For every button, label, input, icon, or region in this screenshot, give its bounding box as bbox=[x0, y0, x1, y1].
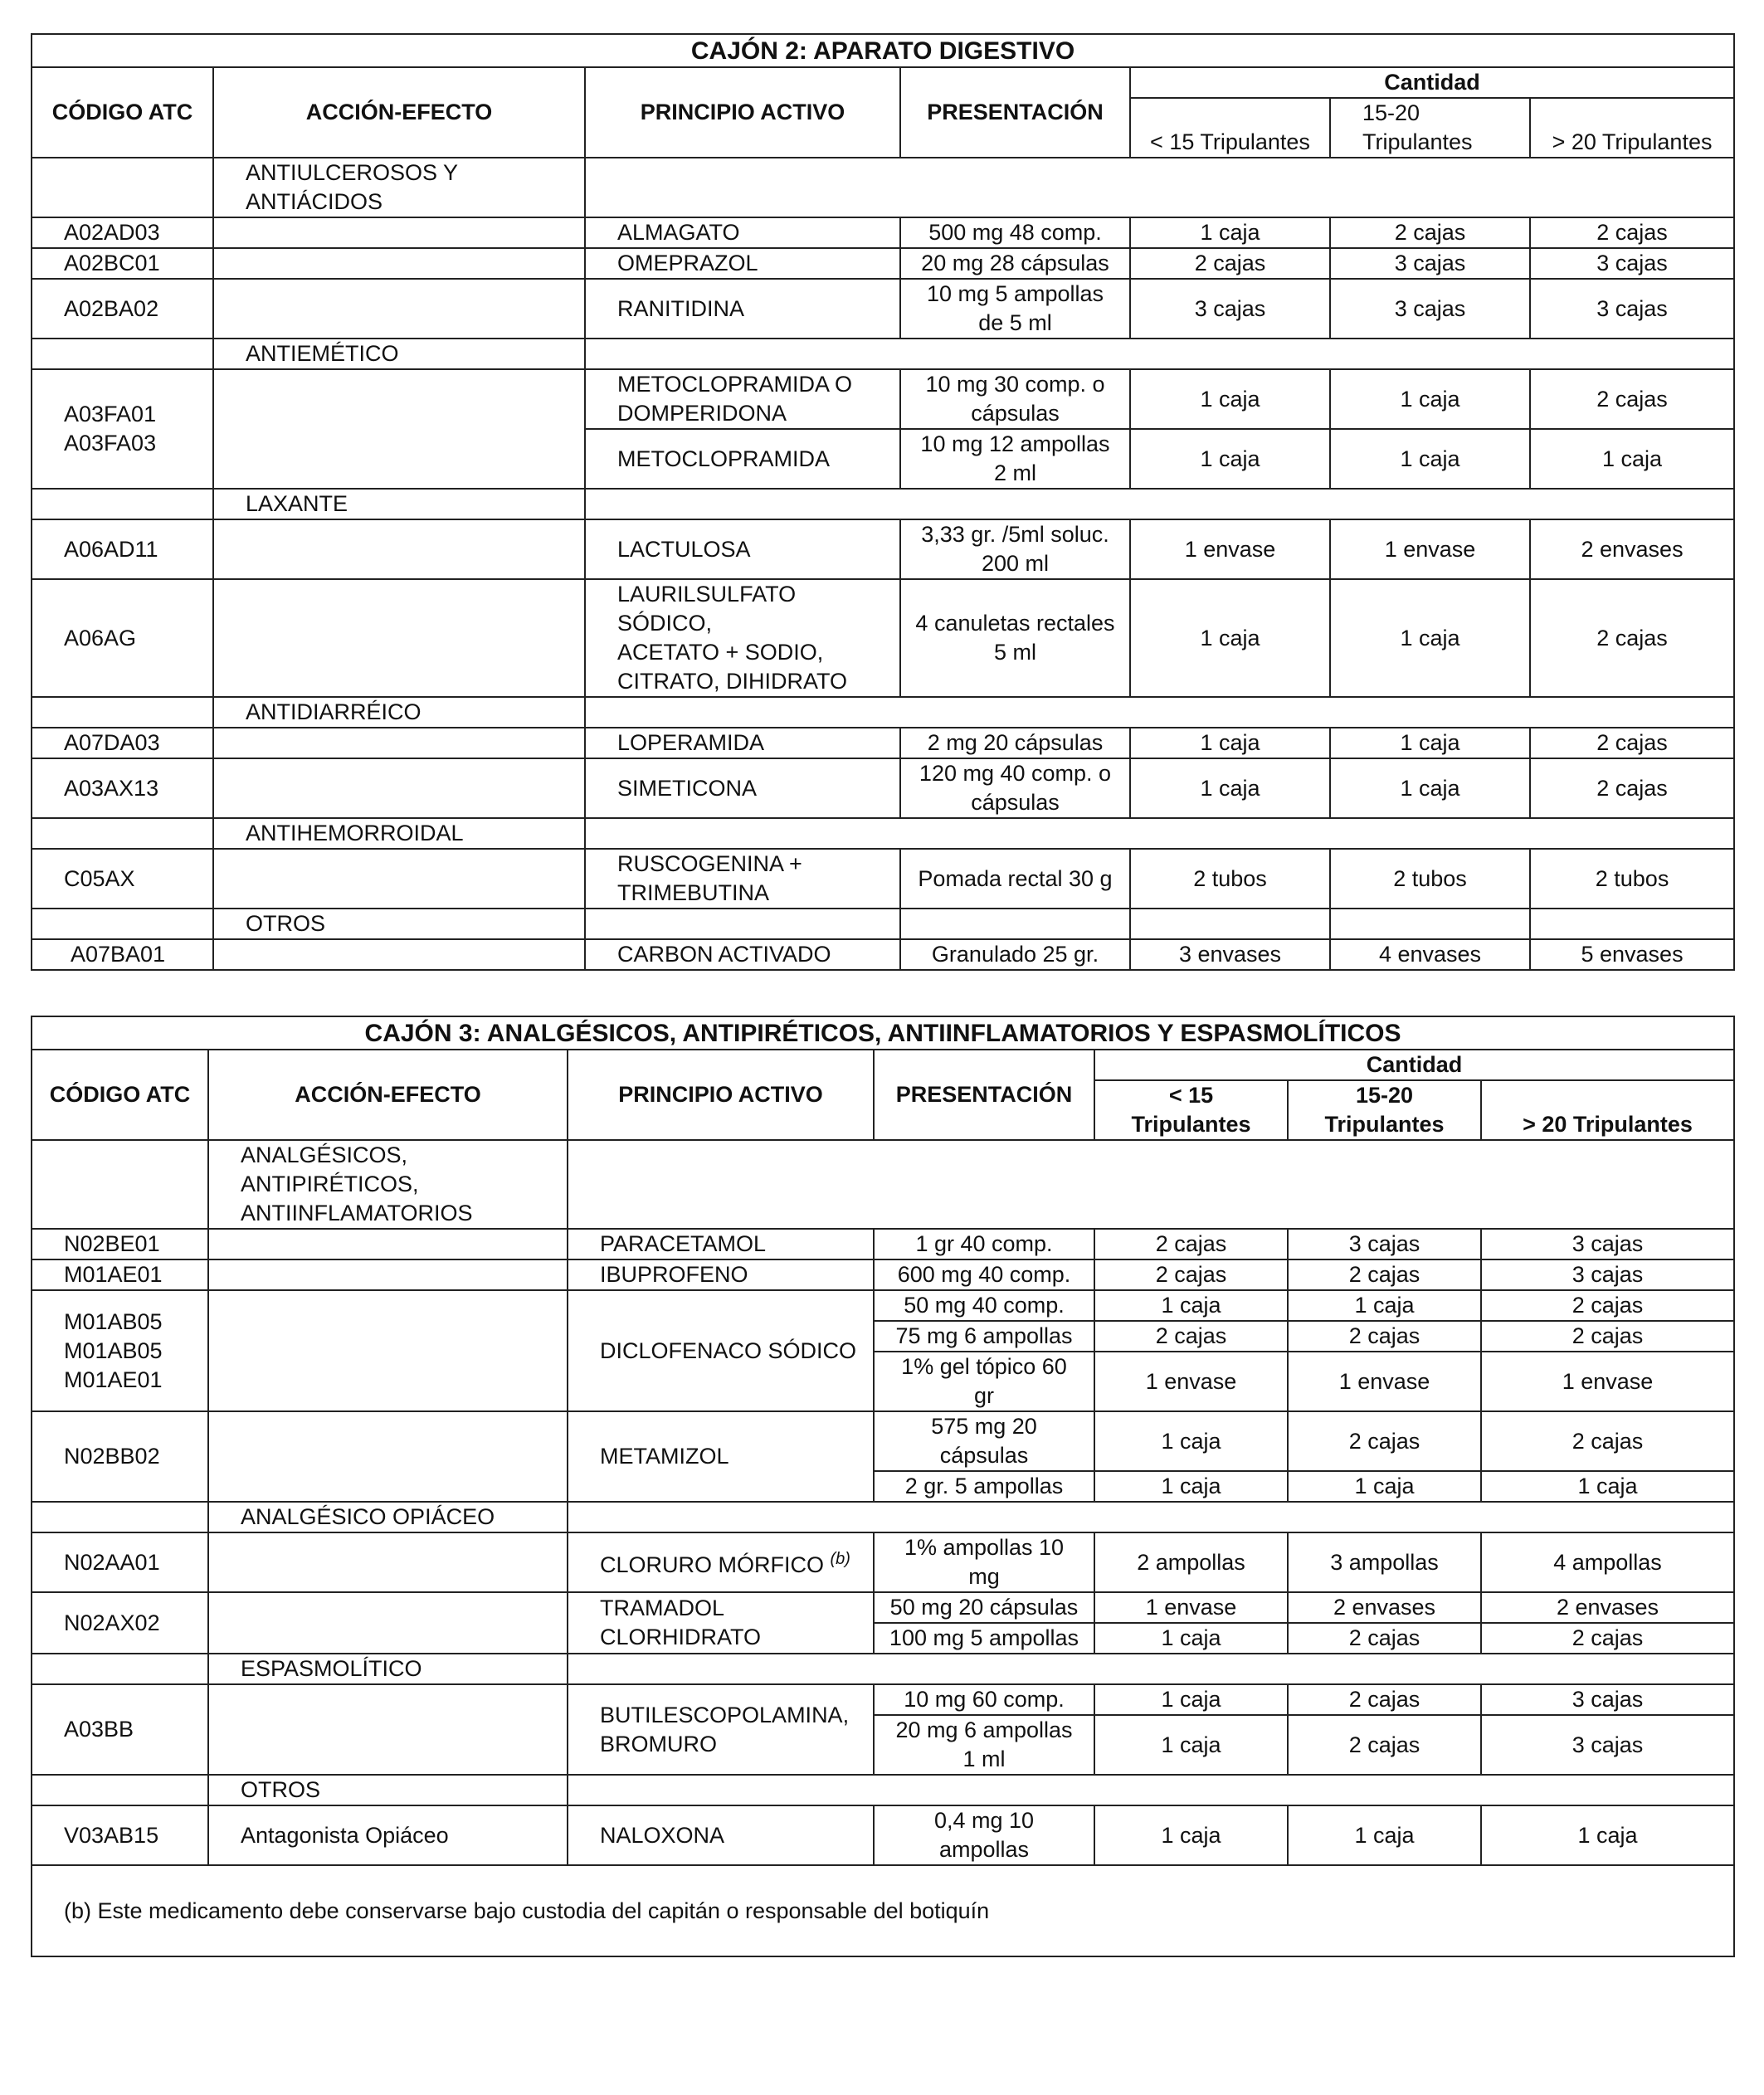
table-row bbox=[32, 248, 1734, 279]
table-cell bbox=[208, 1290, 568, 1411]
presentacion: 50 mg 20 cápsulas bbox=[874, 1592, 1094, 1623]
table-cell bbox=[213, 849, 585, 909]
qty-15-20: 2 cajas bbox=[1288, 1259, 1481, 1290]
qty-gt20: 2 cajas bbox=[1530, 728, 1734, 758]
qty-15-20: 1 caja bbox=[1330, 758, 1530, 818]
qty-gt20: 2 cajas bbox=[1530, 579, 1734, 697]
qty-15-20: 2 cajas bbox=[1330, 217, 1530, 248]
cajon3-title: CAJÓN 3: ANALGÉSICOS, ANTIPIRÉTICOS, ANTIINFLAMATORIOS Y ESPASMOLÍTICOS bbox=[32, 1016, 1734, 1050]
cell-text-line: CLORHIDRATO bbox=[600, 1625, 762, 1649]
cajon2-table bbox=[31, 33, 1735, 971]
principio-activo: OMEPRAZOL bbox=[585, 248, 900, 279]
footnote: (b) Este medicamento debe conservarse bajo custodia del capitán o responsable del botiquín bbox=[32, 1865, 1734, 1956]
qty-lt15: 2 cajas bbox=[1094, 1229, 1288, 1259]
principio-activo bbox=[568, 1684, 874, 1775]
cajon3-table bbox=[31, 1016, 1735, 1957]
cell-text-line: 3,33 gr. /5ml soluc. bbox=[921, 522, 1109, 547]
principio-activo: NALOXONA bbox=[568, 1805, 874, 1865]
cell-text-line: TRIMEBUTINA bbox=[617, 880, 770, 905]
group-label: ANTIEMÉTICO bbox=[213, 339, 585, 369]
table-row bbox=[32, 369, 1734, 429]
cell-text-line: mg bbox=[968, 1564, 1000, 1589]
qty-15-20: 3 cajas bbox=[1330, 248, 1530, 279]
cell-text-line: 10 mg 30 comp. o bbox=[925, 372, 1105, 397]
group-label: ANTIDIARRÉICO bbox=[213, 697, 585, 728]
col-presentacion-header: PRESENTACIÓN bbox=[900, 67, 1130, 158]
qty-gt20: 1 envase bbox=[1481, 1352, 1734, 1411]
qty-lt15: 1 envase bbox=[1094, 1352, 1288, 1411]
principio-activo: IBUPROFENO bbox=[568, 1259, 874, 1290]
cell-text-line: DOMPERIDONA bbox=[617, 401, 787, 426]
table-row bbox=[32, 1592, 1734, 1623]
group-row bbox=[32, 697, 1734, 728]
cell-text-line: 10 mg 5 ampollas bbox=[926, 281, 1104, 306]
group-row bbox=[32, 1502, 1734, 1532]
table-cell bbox=[213, 248, 585, 279]
cell-text-line: M01AE01 bbox=[64, 1367, 163, 1392]
group-row bbox=[32, 489, 1734, 519]
col-q3-header: > 20 Tripulantes bbox=[1530, 98, 1734, 158]
table-row bbox=[32, 217, 1734, 248]
presentacion bbox=[874, 1715, 1094, 1775]
qty-lt15: 1 caja bbox=[1094, 1411, 1288, 1471]
qty-lt15: 2 cajas bbox=[1130, 248, 1330, 279]
qty-gt20: 2 cajas bbox=[1481, 1290, 1734, 1321]
cell-text-line: 200 ml bbox=[981, 551, 1050, 576]
atc-code: A07BA01 bbox=[32, 939, 213, 970]
qty-15-20: 1 caja bbox=[1288, 1471, 1481, 1502]
table-cell bbox=[585, 818, 1734, 849]
table-row bbox=[32, 519, 1734, 579]
table-cell bbox=[208, 1532, 568, 1592]
table-cell bbox=[32, 339, 213, 369]
atc-code: A06AG bbox=[32, 579, 213, 697]
table-row bbox=[32, 279, 1734, 339]
cell-text-line: 4 canuletas rectales bbox=[915, 611, 1115, 636]
group-row bbox=[32, 1775, 1734, 1805]
principio-activo: SIMETICONA bbox=[585, 758, 900, 818]
qty-lt15: 1 caja bbox=[1094, 1715, 1288, 1775]
qty-lt15: 1 caja bbox=[1130, 369, 1330, 429]
group-row bbox=[32, 1140, 1734, 1229]
atc-code: A02BA02 bbox=[32, 279, 213, 339]
cell-text-line: CITRATO, DIHIDRATO bbox=[617, 669, 848, 694]
qty-gt20: 3 cajas bbox=[1530, 248, 1734, 279]
atc-code: A03BB bbox=[32, 1684, 208, 1775]
cell-text-line: cápsulas bbox=[939, 1443, 1029, 1468]
group-row bbox=[32, 339, 1734, 369]
cell-text-line: < 15 bbox=[1168, 1083, 1214, 1108]
qty-15-20: 3 ampollas bbox=[1288, 1532, 1481, 1592]
qty-gt20: 2 cajas bbox=[1530, 369, 1734, 429]
table-cell bbox=[585, 909, 900, 939]
qty-lt15: 1 caja bbox=[1094, 1290, 1288, 1321]
qty-lt15: 2 cajas bbox=[1094, 1321, 1288, 1352]
table-cell bbox=[32, 489, 213, 519]
cell-text-line: Tripulantes bbox=[1362, 129, 1473, 154]
presentacion bbox=[900, 429, 1130, 489]
table-cell bbox=[568, 1775, 1734, 1805]
qty-15-20: 3 cajas bbox=[1330, 279, 1530, 339]
table-cell bbox=[585, 489, 1734, 519]
table-row bbox=[32, 1229, 1734, 1259]
principio-activo: CARBON ACTIVADO bbox=[585, 939, 900, 970]
col-q1-header: < 15 Tripulantes bbox=[1130, 98, 1330, 158]
table-row bbox=[32, 939, 1734, 970]
table-cell bbox=[208, 1411, 568, 1502]
table-cell bbox=[585, 697, 1734, 728]
table-cell bbox=[213, 758, 585, 818]
table-cell bbox=[213, 579, 585, 697]
group-label: ESPASMOLÍTICO bbox=[208, 1654, 568, 1684]
group-label: OTROS bbox=[213, 909, 585, 939]
presentacion bbox=[900, 758, 1130, 818]
qty-lt15: 2 tubos bbox=[1130, 849, 1330, 909]
col-presentacion-header: PRESENTACIÓN bbox=[874, 1050, 1094, 1140]
qty-gt20: 2 tubos bbox=[1530, 849, 1734, 909]
cell-text-line: de 5 ml bbox=[978, 310, 1052, 335]
cell-text-line: Tripulantes bbox=[1131, 1112, 1251, 1137]
presentacion: Pomada rectal 30 g bbox=[900, 849, 1130, 909]
qty-lt15: 2 cajas bbox=[1094, 1259, 1288, 1290]
group-row bbox=[32, 1654, 1734, 1684]
table-row bbox=[32, 1805, 1734, 1865]
table-cell bbox=[208, 1592, 568, 1654]
qty-gt20: 4 ampollas bbox=[1481, 1532, 1734, 1592]
table-row bbox=[32, 728, 1734, 758]
presentacion: 2 gr. 5 ampollas bbox=[874, 1471, 1094, 1502]
qty-15-20: 4 envases bbox=[1330, 939, 1530, 970]
qty-15-20: 2 cajas bbox=[1288, 1321, 1481, 1352]
col-q3-header: > 20 Tripulantes bbox=[1481, 1080, 1734, 1140]
presentacion bbox=[874, 1532, 1094, 1592]
cell-text-line: BUTILESCOPOLAMINA, bbox=[600, 1702, 850, 1727]
qty-15-20: 1 caja bbox=[1288, 1805, 1481, 1865]
table-cell bbox=[208, 1259, 568, 1290]
col-cantidad-header: Cantidad bbox=[1130, 67, 1734, 98]
atc-code: A06AD11 bbox=[32, 519, 213, 579]
cell-text-line: 15-20 bbox=[1355, 1083, 1414, 1108]
cell-text-line: 120 mg 40 comp. o bbox=[919, 761, 1112, 786]
table-cell bbox=[213, 728, 585, 758]
table-cell bbox=[208, 1229, 568, 1259]
cajon2-title: CAJÓN 2: APARATO DIGESTIVO bbox=[32, 34, 1734, 67]
qty-gt20: 2 cajas bbox=[1481, 1321, 1734, 1352]
qty-15-20: 1 caja bbox=[1288, 1290, 1481, 1321]
cell-text-line: TRAMADOL bbox=[600, 1596, 725, 1620]
qty-lt15: 1 envase bbox=[1130, 519, 1330, 579]
table-cell bbox=[32, 697, 213, 728]
atc-code: N02AX02 bbox=[32, 1592, 208, 1654]
cell-text-line: M01AB05 bbox=[64, 1308, 163, 1334]
table-row bbox=[32, 1684, 1734, 1715]
qty-gt20: 2 envases bbox=[1530, 519, 1734, 579]
page bbox=[31, 33, 1733, 1957]
presentacion: 50 mg 40 comp. bbox=[874, 1290, 1094, 1321]
presentacion bbox=[900, 579, 1130, 697]
atc-code: A02BC01 bbox=[32, 248, 213, 279]
qty-15-20: 2 cajas bbox=[1288, 1684, 1481, 1715]
qty-15-20: 2 cajas bbox=[1288, 1623, 1481, 1654]
table-cell bbox=[213, 519, 585, 579]
atc-code: M01AE01 bbox=[32, 1259, 208, 1290]
principio-activo: RANITIDINA bbox=[585, 279, 900, 339]
qty-lt15: 1 caja bbox=[1130, 579, 1330, 697]
presentacion: Granulado 25 gr. bbox=[900, 939, 1130, 970]
cell-text-line: ANALGÉSICOS, bbox=[241, 1143, 408, 1167]
cell-text-line: METOCLOPRAMIDA O bbox=[617, 372, 853, 397]
cell-text-line: 2 ml bbox=[993, 460, 1036, 485]
table-cell bbox=[32, 909, 213, 939]
cell-text-line: 20 mg 6 ampollas bbox=[895, 1717, 1073, 1742]
qty-15-20: 3 cajas bbox=[1288, 1229, 1481, 1259]
table-cell bbox=[32, 1502, 208, 1532]
table-row bbox=[32, 579, 1734, 697]
qty-15-20: 1 caja bbox=[1330, 579, 1530, 697]
qty-15-20: 2 envases bbox=[1288, 1592, 1481, 1623]
cell-text-line: ANTIULCEROSOS Y bbox=[246, 160, 459, 185]
atc-code: N02AA01 bbox=[32, 1532, 208, 1592]
table-row bbox=[32, 1532, 1734, 1592]
footnote-marker: (b) bbox=[830, 1550, 850, 1568]
atc-code: A03AX13 bbox=[32, 758, 213, 818]
qty-lt15: 1 caja bbox=[1094, 1471, 1288, 1502]
table-cell bbox=[568, 1654, 1734, 1684]
qty-15-20: 1 caja bbox=[1330, 369, 1530, 429]
table-cell bbox=[1330, 909, 1530, 939]
principio-activo bbox=[568, 1592, 874, 1654]
presentacion: 75 mg 6 ampollas bbox=[874, 1321, 1094, 1352]
col-principio-header: PRINCIPIO ACTIVO bbox=[568, 1050, 874, 1140]
principio-activo: PARACETAMOL bbox=[568, 1229, 874, 1259]
qty-gt20: 3 cajas bbox=[1481, 1684, 1734, 1715]
principio-activo bbox=[585, 369, 900, 429]
qty-15-20: 1 envase bbox=[1288, 1352, 1481, 1411]
principio-activo: ALMAGATO bbox=[585, 217, 900, 248]
table-row bbox=[32, 1290, 1734, 1321]
cell-text-line: gr bbox=[973, 1383, 994, 1408]
group-label: LAXANTE bbox=[213, 489, 585, 519]
qty-lt15: 3 envases bbox=[1130, 939, 1330, 970]
atc-code: N02BE01 bbox=[32, 1229, 208, 1259]
qty-gt20: 1 caja bbox=[1530, 429, 1734, 489]
cell-text-line: 1% ampollas 10 bbox=[904, 1535, 1065, 1560]
cell-text-line: 10 mg 12 ampollas bbox=[920, 431, 1110, 456]
group-row bbox=[32, 909, 1734, 939]
table-cell bbox=[1130, 909, 1330, 939]
table-cell bbox=[208, 1684, 568, 1775]
atc-code bbox=[32, 369, 213, 489]
qty-gt20: 2 cajas bbox=[1530, 217, 1734, 248]
table-cell bbox=[32, 1654, 208, 1684]
accion-efecto: Antagonista Opiáceo bbox=[208, 1805, 568, 1865]
qty-15-20: 2 cajas bbox=[1288, 1715, 1481, 1775]
presentacion bbox=[900, 369, 1130, 429]
cell-text-line: 0,4 mg 10 bbox=[933, 1808, 1035, 1833]
qty-gt20: 3 cajas bbox=[1481, 1715, 1734, 1775]
col-cantidad-header: Cantidad bbox=[1094, 1050, 1734, 1080]
cell-text-line: LAURILSULFATO SÓDICO, bbox=[617, 582, 797, 636]
cell-text-line: ANTIINFLAMATORIOS bbox=[241, 1201, 473, 1225]
cell-text-line: cápsulas bbox=[971, 790, 1060, 815]
principio-activo bbox=[585, 849, 900, 909]
qty-lt15: 1 envase bbox=[1094, 1592, 1288, 1623]
qty-gt20: 5 envases bbox=[1530, 939, 1734, 970]
qty-gt20: 2 cajas bbox=[1481, 1623, 1734, 1654]
table-cell bbox=[213, 279, 585, 339]
qty-gt20: 3 cajas bbox=[1530, 279, 1734, 339]
presentacion: 500 mg 48 comp. bbox=[900, 217, 1130, 248]
presentacion: 100 mg 5 ampollas bbox=[874, 1623, 1094, 1654]
presentacion bbox=[900, 519, 1130, 579]
col-q1-header bbox=[1094, 1080, 1288, 1140]
cell-text-line: ampollas bbox=[938, 1837, 1030, 1862]
principio-activo bbox=[585, 579, 900, 697]
table-cell bbox=[1530, 909, 1734, 939]
atc-code: V03AB15 bbox=[32, 1805, 208, 1865]
col-codigo-header: CÓDIGO ATC bbox=[32, 1050, 208, 1140]
qty-lt15: 1 caja bbox=[1130, 758, 1330, 818]
table-cell bbox=[32, 1775, 208, 1805]
cell-text-line: A03FA01 bbox=[64, 402, 157, 426]
table-cell bbox=[568, 1140, 1734, 1229]
table-cell bbox=[213, 369, 585, 489]
table-cell bbox=[900, 909, 1130, 939]
table-cell bbox=[213, 939, 585, 970]
qty-gt20: 2 cajas bbox=[1481, 1411, 1734, 1471]
group-label: OTROS bbox=[208, 1775, 568, 1805]
qty-lt15: 3 cajas bbox=[1130, 279, 1330, 339]
table-row bbox=[32, 758, 1734, 818]
table-cell bbox=[213, 217, 585, 248]
table-cell bbox=[32, 1140, 208, 1229]
cell-text-line: 1% gel tópico 60 bbox=[901, 1354, 1067, 1379]
principio-activo: METOCLOPRAMIDA bbox=[585, 429, 900, 489]
table-row bbox=[32, 849, 1734, 909]
principio-activo: LACTULOSA bbox=[585, 519, 900, 579]
cell-text-line: Tripulantes bbox=[1324, 1112, 1445, 1137]
table-cell bbox=[585, 158, 1734, 217]
qty-lt15: 1 caja bbox=[1094, 1805, 1288, 1865]
cell-text-line: ANTIPIRÉTICOS, bbox=[241, 1172, 419, 1196]
cell-text-line: M01AB05 bbox=[64, 1337, 163, 1363]
table-cell bbox=[585, 339, 1734, 369]
group-label: ANTIHEMORROIDAL bbox=[213, 818, 585, 849]
group-label bbox=[213, 158, 585, 217]
qty-gt20: 1 caja bbox=[1481, 1805, 1734, 1865]
atc-code: A07DA03 bbox=[32, 728, 213, 758]
table-row bbox=[32, 1411, 1734, 1471]
qty-gt20: 3 cajas bbox=[1481, 1229, 1734, 1259]
col-accion-header: ACCIÓN-EFECTO bbox=[208, 1050, 568, 1140]
col-q2-header bbox=[1330, 98, 1530, 158]
qty-15-20: 1 caja bbox=[1330, 429, 1530, 489]
atc-code: C05AX bbox=[32, 849, 213, 909]
qty-15-20: 2 tubos bbox=[1330, 849, 1530, 909]
qty-lt15: 2 ampollas bbox=[1094, 1532, 1288, 1592]
principio-activo: METAMIZOL bbox=[568, 1411, 874, 1502]
atc-code: N02BB02 bbox=[32, 1411, 208, 1502]
group-row bbox=[32, 818, 1734, 849]
qty-lt15: 1 caja bbox=[1130, 429, 1330, 489]
cell-text-line: cápsulas bbox=[971, 401, 1060, 426]
cell-text-line: ACETATO + SODIO, bbox=[617, 640, 824, 665]
qty-gt20: 1 caja bbox=[1481, 1471, 1734, 1502]
qty-lt15: 1 caja bbox=[1130, 728, 1330, 758]
presentacion bbox=[874, 1352, 1094, 1411]
col-q2-header bbox=[1288, 1080, 1481, 1140]
qty-15-20: 2 cajas bbox=[1288, 1411, 1481, 1471]
table-row bbox=[32, 1259, 1734, 1290]
cell-text-line: 15-20 bbox=[1362, 100, 1420, 125]
qty-gt20: 2 envases bbox=[1481, 1592, 1734, 1623]
presentacion: 600 mg 40 comp. bbox=[874, 1259, 1094, 1290]
presentacion bbox=[874, 1805, 1094, 1865]
table-cell bbox=[32, 158, 213, 217]
qty-lt15: 1 caja bbox=[1094, 1623, 1288, 1654]
table-cell bbox=[32, 818, 213, 849]
col-codigo-header: CÓDIGO ATC bbox=[32, 67, 213, 158]
principio-activo: LOPERAMIDA bbox=[585, 728, 900, 758]
presentacion: 2 mg 20 cápsulas bbox=[900, 728, 1130, 758]
col-accion-header: ACCIÓN-EFECTO bbox=[213, 67, 585, 158]
cell-text-line: 5 ml bbox=[993, 640, 1036, 665]
cell-text-line: 575 mg 20 bbox=[931, 1414, 1037, 1439]
group-label bbox=[208, 1140, 568, 1229]
cell-text-line: BROMURO bbox=[600, 1731, 717, 1756]
cell-text-line: 1 ml bbox=[962, 1747, 1006, 1771]
atc-code bbox=[32, 1290, 208, 1411]
qty-lt15: 1 caja bbox=[1094, 1684, 1288, 1715]
qty-gt20: 2 cajas bbox=[1530, 758, 1734, 818]
cell-text-line: ANTIÁCIDOS bbox=[246, 189, 383, 214]
presentacion: 20 mg 28 cápsulas bbox=[900, 248, 1130, 279]
qty-lt15: 1 caja bbox=[1130, 217, 1330, 248]
qty-gt20: 3 cajas bbox=[1481, 1259, 1734, 1290]
presentacion bbox=[874, 1411, 1094, 1471]
col-principio-header: PRINCIPIO ACTIVO bbox=[585, 67, 900, 158]
cell-text-line: A03FA03 bbox=[64, 431, 157, 456]
principio-activo: DICLOFENACO SÓDICO bbox=[568, 1290, 874, 1411]
table-cell bbox=[568, 1502, 1734, 1532]
atc-code: A02AD03 bbox=[32, 217, 213, 248]
presentacion: 10 mg 60 comp. bbox=[874, 1684, 1094, 1715]
qty-15-20: 1 caja bbox=[1330, 728, 1530, 758]
group-label: ANALGÉSICO OPIÁCEO bbox=[208, 1502, 568, 1532]
cell-text-line: CLORURO MÓRFICO bbox=[600, 1552, 824, 1577]
presentacion bbox=[900, 279, 1130, 339]
qty-15-20: 1 envase bbox=[1330, 519, 1530, 579]
group-row bbox=[32, 158, 1734, 217]
principio-activo bbox=[568, 1532, 874, 1592]
cell-text-line: RUSCOGENINA + bbox=[617, 851, 802, 876]
presentacion: 1 gr 40 comp. bbox=[874, 1229, 1094, 1259]
